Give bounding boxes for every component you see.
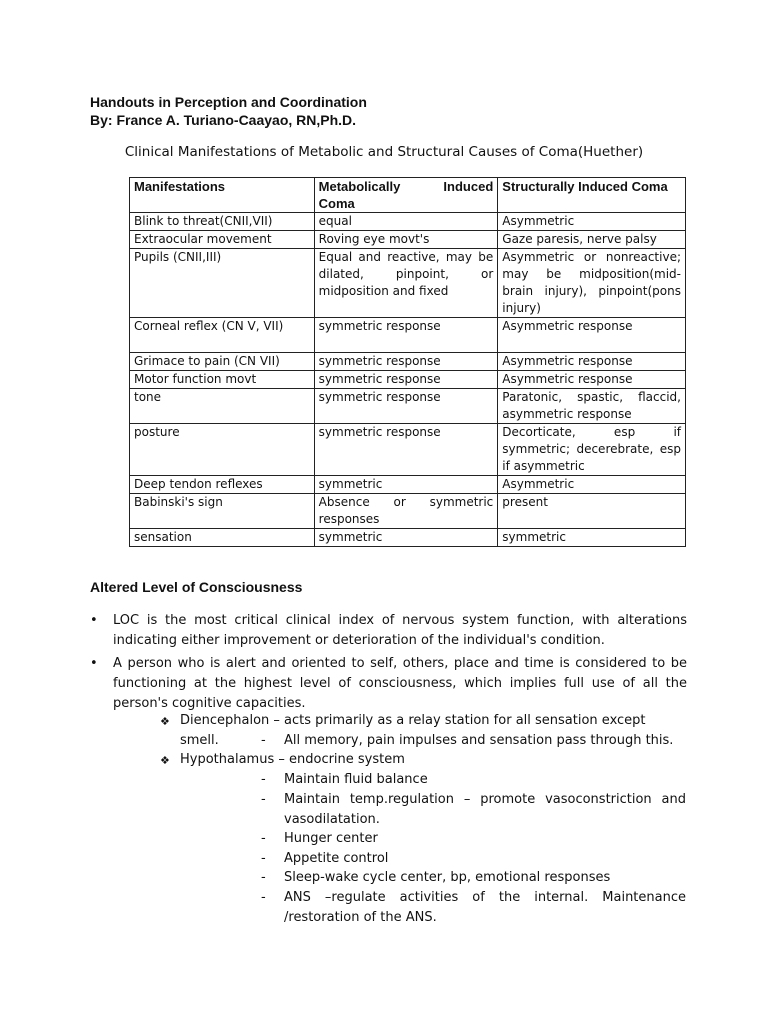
list-item: Hunger center [284,831,378,846]
dash-bullet-icon: - [261,792,266,807]
bullet-text: A person who is alert and oriented to self, others, place and time is considered to be functioning at the highest level of consciousness, which implies full use of all the person's cognitive capacities. [113,656,687,711]
dash-bullet-icon: - [261,831,266,846]
table-cell: Babinski's sign [130,494,315,529]
dash-bullet-icon: - [261,851,266,866]
diencephalon-heading: Diencephalon – acts primarily as a relay station for all sensation except smell. [180,713,646,748]
bullet-icon: • [90,656,98,672]
table-header-row [130,178,686,213]
dash-bullet-icon: - [261,772,266,787]
table-cell: Equal and reactive, may be dilated, pinpoint, or midposition and fixed [314,249,498,318]
table-cell: Extraocular movement [130,231,315,249]
section-heading: Altered Level of Consciousness [90,579,303,595]
diamond-bullet-icon: ❖ [160,754,170,767]
table-cell: Motor function movt [130,371,315,389]
table-row [130,231,686,249]
table-row [130,424,686,476]
list-item: Appetite control [284,851,389,866]
table-cell: Pupils (CNII,III) [130,249,315,318]
table-cell: symmetric response [314,389,498,424]
bullet-text: LOC is the most critical clinical index of nervous system function, with alterations indicating either improvement or deterioration of the individual's condition. [113,613,687,648]
bullet-list [90,611,687,718]
table-row [130,529,686,547]
table-cell: Asymmetric response [498,353,686,371]
diamond-bullet-icon: ❖ [160,715,170,728]
hypothalamus-heading: Hypothalamus – endocrine system [180,752,405,767]
table-row [130,353,686,371]
dash-bullet-icon: - [261,870,266,885]
table-cell: symmetric [314,529,498,547]
table-cell: symmetric response [314,371,498,389]
dash-bullet-icon: - [261,890,266,905]
table-cell: Roving eye movt's [314,231,498,249]
list-item [90,654,687,713]
column-header: Manifestations [130,178,315,213]
table-row [130,213,686,231]
bullet-icon: • [90,613,98,628]
list-item: Maintain temp.regulation – promote vasoconstriction and vasodilatation. [284,792,686,827]
table-cell: sensation [130,529,315,547]
list-item: Maintain fluid balance [284,772,428,787]
table-cell: Decorticate, esp if symmetric; decerebrate, esp if asymmetric [498,424,686,476]
table-row [130,318,686,353]
table-cell: Grimace to pain (CN VII) [130,353,315,371]
table-cell: Blink to threat(CNII,VII) [130,213,315,231]
author-line: By: France A. Turiano-Caayao, RN,Ph.D. [90,112,357,128]
table-row [130,371,686,389]
handout-title: Handouts in Perception and Coordination [90,94,367,110]
table-cell: Asymmetric [498,476,686,494]
list-item: ANS –regulate activities of the internal. Maintenance /restoration of the ANS. [284,890,686,925]
table-cell: tone [130,389,315,424]
table-cell: Asymmetric response [498,318,686,353]
table-cell: symmetric response [314,424,498,476]
dash-bullet-icon: - [261,733,266,748]
table-row [130,494,686,529]
table-cell: symmetric response [314,353,498,371]
table-cell: symmetric [314,476,498,494]
table-row [130,249,686,318]
list-item [90,611,687,650]
table-cell: Paratonic, spastic, flaccid, asymmetric response [498,389,686,424]
table-cell: symmetric [498,529,686,547]
table-cell: Gaze paresis, nerve palsy [498,231,686,249]
table-cell: Corneal reflex (CN V, VII) [130,318,315,353]
table-cell: Deep tendon reflexes [130,476,315,494]
table-cell: present [498,494,686,529]
table-row [130,476,686,494]
table-cell: Asymmetric [498,213,686,231]
table-cell: equal [314,213,498,231]
table-cell: symmetric response [314,318,498,353]
table-cell: posture [130,424,315,476]
list-item: Sleep-wake cycle center, bp, emotional responses [284,870,611,885]
table-cell: Asymmetric or nonreactive; may be midposition(mid-brain injury), pinpoint(pons injury) [498,249,686,318]
column-header: Structurally Induced Coma [498,178,686,213]
list-item: All memory, pain impulses and sensation pass through this. [284,733,674,748]
column-header: Metabolically Induced Coma [314,178,498,213]
table-cell: Absence or symmetric responses [314,494,498,529]
table-row [130,389,686,424]
table-cell: Asymmetric response [498,371,686,389]
coma-manifestations-table [129,177,686,547]
table-caption: Clinical Manifestations of Metabolic and Structural Causes of Coma(Huether) [124,144,644,160]
